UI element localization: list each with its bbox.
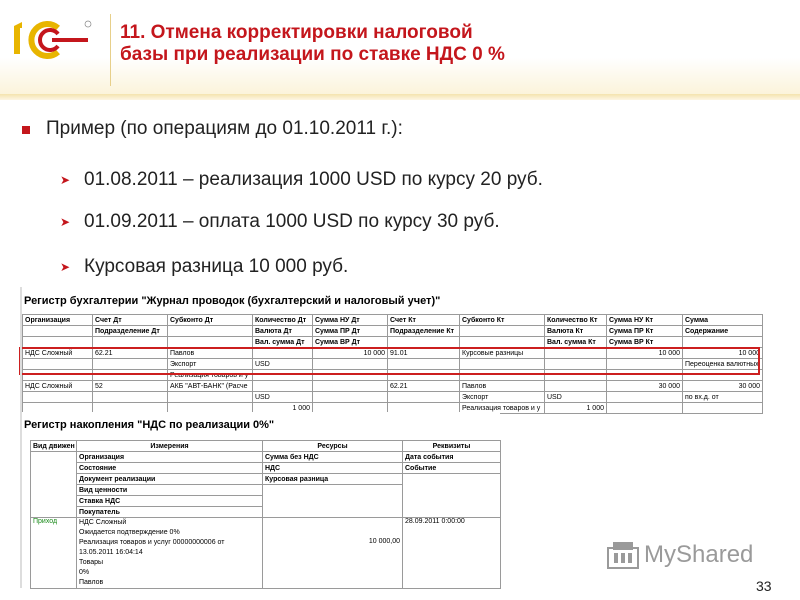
cell: 30 000 <box>683 381 763 392</box>
cell: Переоценка валютных <box>683 359 763 370</box>
cell: Организация <box>77 452 263 463</box>
cell: НДС Сложный <box>23 348 93 359</box>
table-row[interactable] <box>23 381 763 392</box>
header-cell <box>683 337 763 348</box>
move-kind: Приход <box>31 518 77 589</box>
slide-title <box>120 22 680 66</box>
header-cell: Количество Кт <box>545 315 607 326</box>
dim-value: Ожидается подтверждение 0% <box>79 529 180 536</box>
cell: USD <box>253 392 313 403</box>
cell: Экспорт <box>460 392 545 403</box>
header-cell <box>168 337 253 348</box>
header-cell <box>93 337 168 348</box>
1c-logo-icon <box>12 18 92 62</box>
cell: по вх.д. от <box>683 392 763 403</box>
header-cell: Сумма ПР Кт <box>607 326 683 337</box>
cell: Покупатель <box>77 507 263 518</box>
header-cell: Сумма ПР Дт <box>313 326 388 337</box>
header-cell: Количество Дт <box>253 315 313 326</box>
highlight-frame <box>19 347 760 375</box>
cell: USD <box>253 359 313 370</box>
cell: 62.21 <box>388 381 460 392</box>
table-row[interactable] <box>31 518 501 589</box>
register2-table <box>30 440 501 589</box>
page-number: 33 <box>756 578 772 594</box>
header-cell: Сумма <box>683 315 763 326</box>
cell <box>263 485 403 518</box>
cell <box>253 381 313 392</box>
cell: Сумма без НДС <box>263 452 403 463</box>
requisite-value: 28.09.2011 0:00:00 <box>403 518 501 589</box>
cell <box>313 381 388 392</box>
cell <box>31 452 77 518</box>
header-cell: Реквизиты <box>403 441 501 452</box>
register1-header-row <box>23 315 763 326</box>
header-divider <box>0 94 800 100</box>
sub-bullet-icon: ➤ <box>60 173 71 187</box>
header-cell: Ресурсы <box>263 441 403 452</box>
cell <box>607 403 683 414</box>
cell <box>403 474 501 518</box>
header-cell <box>460 337 545 348</box>
accumulation-register-screenshot <box>20 412 500 588</box>
cell: USD <box>545 392 607 403</box>
dim-value: НДС Сложный <box>79 519 127 526</box>
sub-bullet-icon: ➤ <box>60 215 71 229</box>
sub-bullet-3: Курсовая разница 10 000 руб. <box>84 256 349 277</box>
sub-bullet-2: 01.09.2011 – оплата 1000 USD по курсу 30 руб. <box>84 211 500 232</box>
header-cell: Валюта Кт <box>545 326 607 337</box>
cell: АКБ "АВТ-БАНК" (Расче <box>168 381 253 392</box>
register1-header-row <box>23 326 763 337</box>
dim-value: 13.05.2011 16:04:14 <box>79 549 143 556</box>
table-row <box>31 474 501 485</box>
cell: Реализация товаров и у <box>168 370 253 381</box>
dim-value: 0% <box>79 569 90 576</box>
dimension-values <box>77 518 263 589</box>
cell <box>388 392 460 403</box>
table-row[interactable] <box>23 392 763 403</box>
cell: Дата события <box>403 452 501 463</box>
main-bullet: Пример (по операциям до 01.10.2011 г.): <box>46 118 403 139</box>
cell: Курсовая разница <box>263 474 403 485</box>
header-cell: Сумма НУ Дт <box>313 315 388 326</box>
header-cell: Подразделение Кт <box>388 326 460 337</box>
screenshot-edge <box>20 287 22 588</box>
header-cell: Содержание <box>683 326 763 337</box>
dim-value: Павлов <box>79 579 104 586</box>
header-cell: Субконто Кт <box>460 315 545 326</box>
cell <box>683 403 763 414</box>
title-line-1: 11. Отмена корректировки налоговой <box>120 22 473 43</box>
title-line-2: базы при реализации по ставке НДС 0 % <box>120 44 505 65</box>
header-cell: Счет Кт <box>388 315 460 326</box>
header-cell: Субконто Дт <box>168 315 253 326</box>
cell: Состояние <box>77 463 263 474</box>
cell: 1 000 <box>545 403 607 414</box>
bullet-square-icon <box>22 126 30 134</box>
header-cell <box>460 326 545 337</box>
cell: Экспорт <box>168 359 253 370</box>
cell: 30 000 <box>607 381 683 392</box>
header-cell: Вал. сумма Дт <box>253 337 313 348</box>
cell: Документ реализации <box>77 474 263 485</box>
cell: Павлов <box>460 381 545 392</box>
cell: Курсовые разницы <box>460 348 545 359</box>
cell: Событие <box>403 463 501 474</box>
cell: 62.21 <box>93 348 168 359</box>
header-cell <box>168 326 253 337</box>
watermark-text: MyShared <box>644 541 754 568</box>
header-cell: Сумма НУ Кт <box>607 315 683 326</box>
cell <box>313 392 388 403</box>
cell <box>23 392 93 403</box>
dim-value: Реализация товаров и услуг 00000000006 от <box>79 539 225 546</box>
header-cell <box>388 337 460 348</box>
cell <box>607 392 683 403</box>
cell: НДС <box>263 463 403 474</box>
cell: 1 000 <box>253 403 313 414</box>
cell: 10 000 <box>683 348 763 359</box>
table-row <box>31 463 501 474</box>
header-cell: Вид движен <box>31 441 77 452</box>
register1-title: Регистр бухгалтерии "Журнал проводок (бухгалтерский и налоговый учет)" <box>24 295 441 307</box>
header-cell: Счет Дт <box>93 315 168 326</box>
header-cell: Организация <box>23 315 93 326</box>
header-cell: Подразделение Дт <box>93 326 168 337</box>
sub-bullet-1: 01.08.2011 – реализация 1000 USD по курсу 20 руб. <box>84 169 543 190</box>
resource-value: 10 000,00 <box>263 518 403 589</box>
logo-divider <box>110 14 111 86</box>
cell: 10 000 <box>313 348 388 359</box>
register2-title: Регистр накопления "НДС по реализации 0%" <box>24 419 275 431</box>
header-cell: Вал. сумма Кт <box>545 337 607 348</box>
table-row <box>31 452 501 463</box>
cell: Павлов <box>168 348 253 359</box>
cell <box>168 392 253 403</box>
cell: НДС Сложный <box>23 381 93 392</box>
dim-value: Товары <box>79 559 104 566</box>
header-cell: Валюта Дт <box>253 326 313 337</box>
sub-bullet-icon: ➤ <box>60 260 71 274</box>
header-cell <box>23 326 93 337</box>
register1-header-row <box>23 337 763 348</box>
cell: 91.01 <box>388 348 460 359</box>
cell: Реализация товаров и у <box>460 403 545 414</box>
cell: Вид ценности <box>77 485 263 496</box>
header-cell: Сумма ВР Дт <box>313 337 388 348</box>
header-cell: Измерения <box>77 441 263 452</box>
cell: 10 000 <box>607 348 683 359</box>
register2-header-row <box>31 441 501 452</box>
cell: Ставка НДС <box>77 496 263 507</box>
cell <box>545 381 607 392</box>
header-cell: Сумма ВР Кт <box>607 337 683 348</box>
cell: 52 <box>93 381 168 392</box>
header-cell <box>23 337 93 348</box>
cell <box>93 392 168 403</box>
